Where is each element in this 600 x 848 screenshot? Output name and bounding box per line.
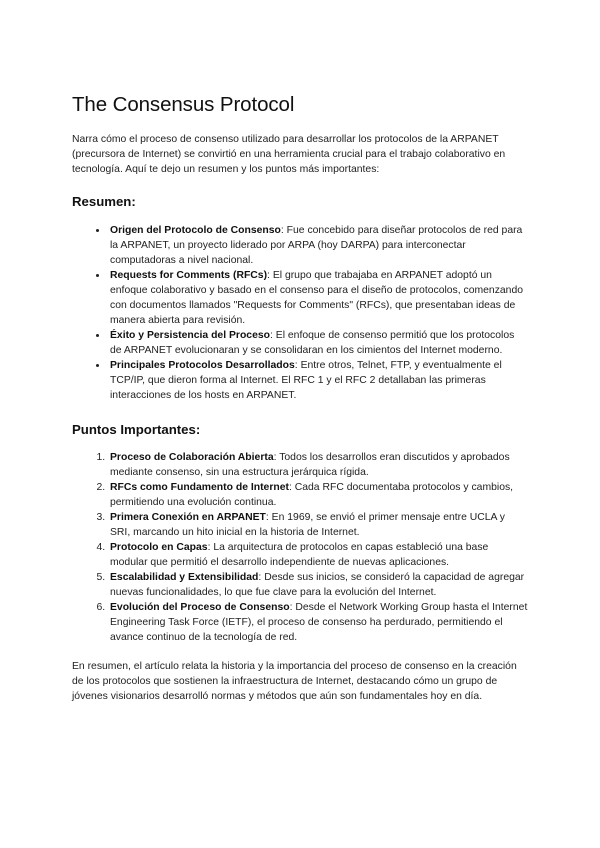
puntos-item (108, 600, 528, 645)
puntos-item-text: : Desde el Network Working Group hasta el Internet Engineering Task Force (IETF), el proceso de consenso ha perdurado, permitiendo el avance continuo de la tecnología de red. (110, 602, 528, 643)
puntos-item-term: Protocolo en Capas (110, 542, 208, 553)
puntos-item-term: Proceso de Colaboración Abierta (110, 452, 274, 463)
resumen-item-text: : El grupo que trabajaba en ARPANET adoptó un enfoque colaborativo y basado en el consenso para el diseño de protocolos, comenzando con documentos llamados "Requests for Comments" (RFCs), que presentaban ideas de manera abierta para revisión. (110, 270, 524, 326)
resumen-item-term: Origen del Protocolo de Consenso (110, 225, 281, 236)
puntos-item-term: RFCs como Fundamento de Internet (110, 482, 289, 493)
puntos-item-text: : Cada RFC documentaba protocolos y cambios, permitiendo una evolución continua. (110, 482, 514, 508)
resumen-heading: Resumen: (72, 194, 136, 209)
puntos-item (108, 480, 528, 510)
puntos-item-text: : Todos los desarrollos eran discutidos y aprobados mediante consenso, sin una estructura jerárquica rígida. (110, 452, 510, 478)
puntos-item (108, 510, 528, 540)
resumen-item-term: Principales Protocolos Desarrollados (110, 360, 295, 371)
resumen-item-term: Requests for Comments (RFCs) (110, 270, 268, 281)
resumen-item (108, 223, 528, 268)
document-title: The Consensus Protocol (72, 93, 295, 116)
puntos-item-text: : Desde sus inicios, se consideró la capacidad de agregar nuevas funcionalidades, lo que fue clave para la evolución del Internet. (110, 572, 525, 598)
resumen-item-text: : Entre otros, Telnet, FTP, y eventualmente el TCP/IP, que dieron forma al Internet. El RFC 1 y el RFC 2 detallaban las primeras interacciones de los hosts en ARPANET. (110, 360, 502, 401)
conclusion-paragraph: En resumen, el artículo relata la historia y la importancia del proceso de consenso en la creación de los protocolos que sostienen la infraestructura de Internet, destacando cómo un grupo de jóvenes visionarios desarrolló normas y métodos que aún son fundamentales hoy en día. (72, 661, 517, 702)
puntos-list (72, 450, 528, 645)
puntos-item-term: Escalabilidad y Extensibilidad (110, 572, 259, 583)
resumen-item-text: : Fue concebido para diseñar protocolos de red para la ARPANET, un proyecto liderado por ARPA (hoy DARPA) para interconectar computadoras a nivel nacional. (110, 225, 523, 266)
puntos-heading: Puntos Importantes: (72, 422, 201, 437)
resumen-item-term: Éxito y Persistencia del Proceso (110, 330, 270, 341)
puntos-item-term: Evolución del Proceso de Consenso (110, 602, 290, 613)
resumen-list (72, 223, 528, 403)
puntos-item-text: : En 1969, se envió el primer mensaje entre UCLA y SRI, marcando un hito inicial en la historia de Internet. (110, 512, 505, 538)
resumen-item (108, 268, 528, 328)
resumen-item (108, 358, 528, 403)
resumen-item (108, 328, 528, 358)
resumen-item-text: : El enfoque de consenso permitió que los protocolos de ARPANET evolucionaran y se consolidaran en los cimientos del Internet moderno. (110, 330, 515, 356)
puntos-item (108, 570, 528, 600)
puntos-item-text: : La arquitectura de protocolos en capas estableció una base modular que permitió el desarrollo independiente de nuevas aplicaciones. (110, 542, 489, 568)
puntos-item (108, 450, 528, 480)
puntos-item-term: Primera Conexión en ARPANET (110, 512, 266, 523)
intro-paragraph: Narra cómo el proceso de consenso utilizado para desarrollar los protocolos de la ARPANET (precursora de Internet) se convirtió en una herramienta crucial para el trabajo colaborativo en tecnología. Aquí te dejo un resumen y los puntos más importantes: (72, 134, 506, 175)
puntos-item (108, 540, 528, 570)
